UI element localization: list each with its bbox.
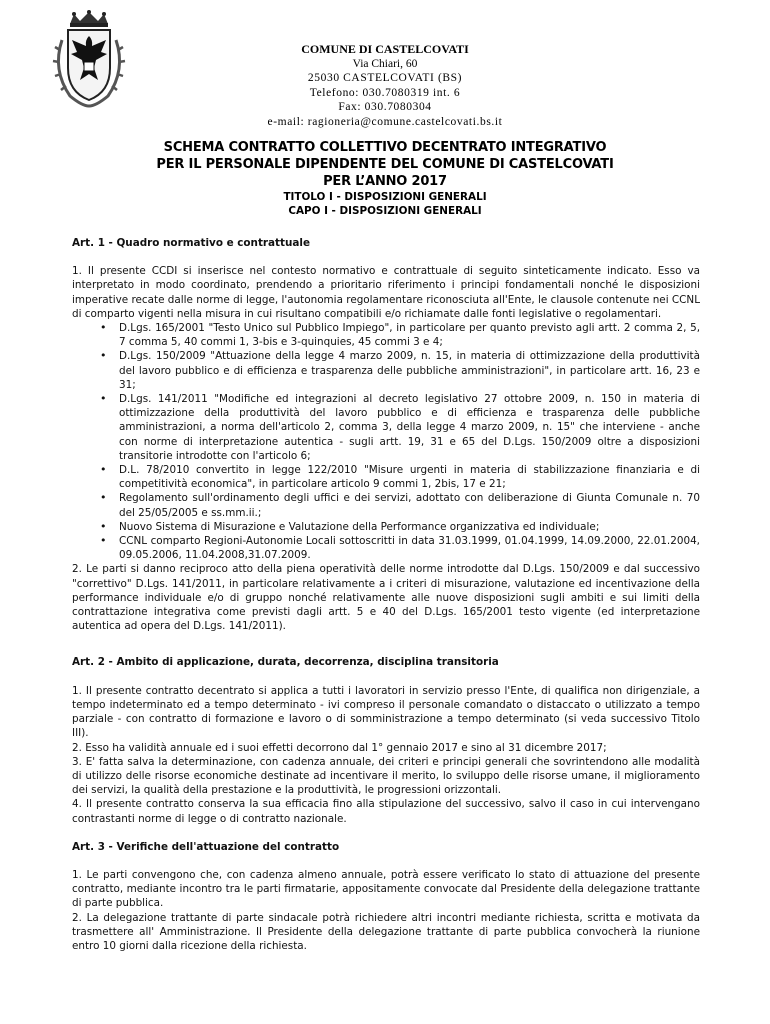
org-phone: Telefono: 030.7080319 int. 6 bbox=[309, 86, 461, 99]
list-item: • CCNL comparto Regioni-Autonomie Locali sottoscritti in data 31.03.1999, 01.04.1999, 14.09.2000, 22.01.2004, 09.05.2006, 11.04.2008,31.07.2009. bbox=[119, 534, 700, 562]
org-city: 25030 CASTELCOVATI (BS) bbox=[307, 72, 463, 85]
list-item: • D.Lgs. 150/2009 "Attuazione della legge 4 marzo 2009, n. 15, in materia di ottimizzazione della produttività del lavoro pubblico e di efficienza e trasparenza delle pubbliche amministrazioni", in particolare artt. 16, 23 e 31; bbox=[119, 349, 700, 392]
art1-paragraph-2: 2. Le parti si danno reciproco atto della piena operatività delle norme introdotte dal D.Lgs. 150/2009 e dal successivo "correttivo" D.Lgs. 141/2011, in particolare relativamente a i criteri di misurazione, valutazione ed incentivazione della performance individuale e/o di gruppo nonché relativamente alle nuove disposizioni sugli ambiti e sui limiti della contrattazione integrativa come previsti dagli artt. 5 e 40 del D.Lgs. 165/2001 testo vigente (ed interpretazione autentica ad opera del D.Lgs. 141/2011). bbox=[72, 563, 700, 633]
list-item: • D.Lgs. 165/2001 "Testo Unico sul Pubblico Impiego", in particolare per quanto previsto agli artt. 2 comma 2, 5, 7 comma 5, 40 commi 1, 3-bis e 3-quinquies, 45 commi 3 e 4; bbox=[119, 321, 700, 349]
art1-paragraph-1: 1. Il presente CCDI si inserisce nel contesto normativo e contrattuale di seguito sinteticamente indicato. Esso va interpretato in modo coordinato, prendendo a prioritario riferimento i principi fondamentali nonché le disposizioni imperative recate dalle norme di legge, l'autonomia regolamentare riconosciuta all'Ente, le clausole contenute nei CCNL di comparto vigenti nella misura in cui risultano compatibili e/o richiamate dalle fonti legislative o regolamentari. bbox=[72, 265, 700, 320]
list-item: • Nuovo Sistema di Misurazione e Valutazione della Performance organizzativa ed individuale; bbox=[119, 520, 700, 534]
title-line-1: SCHEMA CONTRATTO COLLETTIVO DECENTRATO INTEGRATIVO bbox=[163, 140, 607, 155]
list-item: • Regolamento sull'ordinamento degli uffici e dei servizi, adottato con deliberazione di Giunta Comunale n. 70 del 25/05/2005 e ss.mm.ii.; bbox=[119, 491, 700, 519]
art2-paragraph-2: 2. Esso ha validità annuale ed i suoi effetti decorrono dal 1° gennaio 2017 e sino al 31 dicembre 2017; bbox=[72, 741, 607, 754]
art2-paragraph-3: 3. E' fatta salva la determinazione, con cadenza annuale, dei criteri e principi generali che sovrintendono alle modalità di utilizzo delle risorse economiche destinate ad incentivare il merito, lo sviluppo delle risorse umane, il miglioramento dei servizi, la qualità della prestazione e la produttività, le progressioni orizzontali. bbox=[72, 755, 700, 797]
letterhead bbox=[200, 42, 570, 130]
eagle-crest-icon bbox=[48, 10, 130, 110]
org-name: COMUNE DI CASTELCOVATI bbox=[301, 42, 469, 56]
org-email: e-mail: ragioneria@comune.castelcovati.bs.it bbox=[267, 115, 503, 128]
list-item: • D.L. 78/2010 convertito in legge 122/2010 "Misure urgenti in materia di stabilizzazione finanziaria e di competitività economica", in particolare articolo 9 commi 1, 2bis, 17 e 21; bbox=[119, 463, 700, 491]
org-fax: Fax: 030.7080304 bbox=[338, 101, 432, 114]
art1-heading: Art. 1 - Quadro normativo e contrattuale bbox=[72, 237, 311, 249]
capo-heading: CAPO I - DISPOSIZIONI GENERALI bbox=[288, 205, 482, 217]
art3-heading: Art. 3 - Verifiche dell'attuazione del contratto bbox=[72, 840, 340, 853]
org-address: Via Chiari, 60 bbox=[352, 57, 418, 70]
art2-paragraph-4: 4. Il presente contratto conserva la sua efficacia fino alla stipulazione del successivo, salvo il caso in cui intervengano contrastanti norme di legge o di contratto nazionale. bbox=[72, 798, 700, 825]
list-item: • D.Lgs. 141/2011 "Modifiche ed integrazioni al decreto legislativo 27 ottobre 2009, n. 150 in materia di ottimizzazione della produttività del lavoro pubblico e di efficienza e trasparenza delle pubbliche amministrazioni, a norma dell'articolo 2, comma 3, della legge 4 marzo 2009, n. 15" che interviene - anche con norme di interpretazione autentica - sugli artt. 19, 31 e 65 del D.Lgs. 150/2009 oltre a disposizioni transitorie introdotte con l'articolo 6; bbox=[119, 392, 700, 463]
title-line-3: PER L’ANNO 2017 bbox=[323, 174, 447, 189]
art2-paragraph-1: 1. Il presente contratto decentrato si applica a tutti i lavoratori in servizio presso l'Ente, di qualifica non dirigenziale, a tempo indeterminato ed a tempo determinato - ivi compreso il personale comandato o distaccato o utilizzato a tempo parziale - con contratto di formazione e lavoro o di somministrazione a tempo determinato (si veda successivo Titolo III). bbox=[72, 684, 700, 740]
art2-heading: Art. 2 - Ambito di applicazione, durata, decorrenza, disciplina transitoria bbox=[72, 656, 499, 669]
art3-paragraph-2: 2. La delegazione trattante di parte sindacale potrà richiedere altri incontri mediante richiesta, scritta e motivata da trasmettere all' Amministrazione. Il Presidente della delegazione trattante di parte pubblica convocherà la riunione entro 10 giorni dalla ricezione della richiesta. bbox=[72, 911, 700, 952]
title-line-2: PER IL PERSONALE DIPENDENTE DEL COMUNE DI CASTELCOVATI bbox=[156, 157, 614, 172]
document-title bbox=[70, 139, 700, 218]
art1-reference-list bbox=[72, 321, 700, 562]
titolo-heading: TITOLO I - DISPOSIZIONI GENERALI bbox=[283, 191, 487, 203]
document-body bbox=[72, 236, 700, 953]
art3-paragraph-1: 1. Le parti convengono che, con cadenza almeno annuale, potrà essere verificato lo stato di attuazione del presente contratto, mediante incontro tra le parti firmatarie, appositamente convocate dal Presidente della delegazione trattante di parte pubblica. bbox=[72, 868, 700, 910]
